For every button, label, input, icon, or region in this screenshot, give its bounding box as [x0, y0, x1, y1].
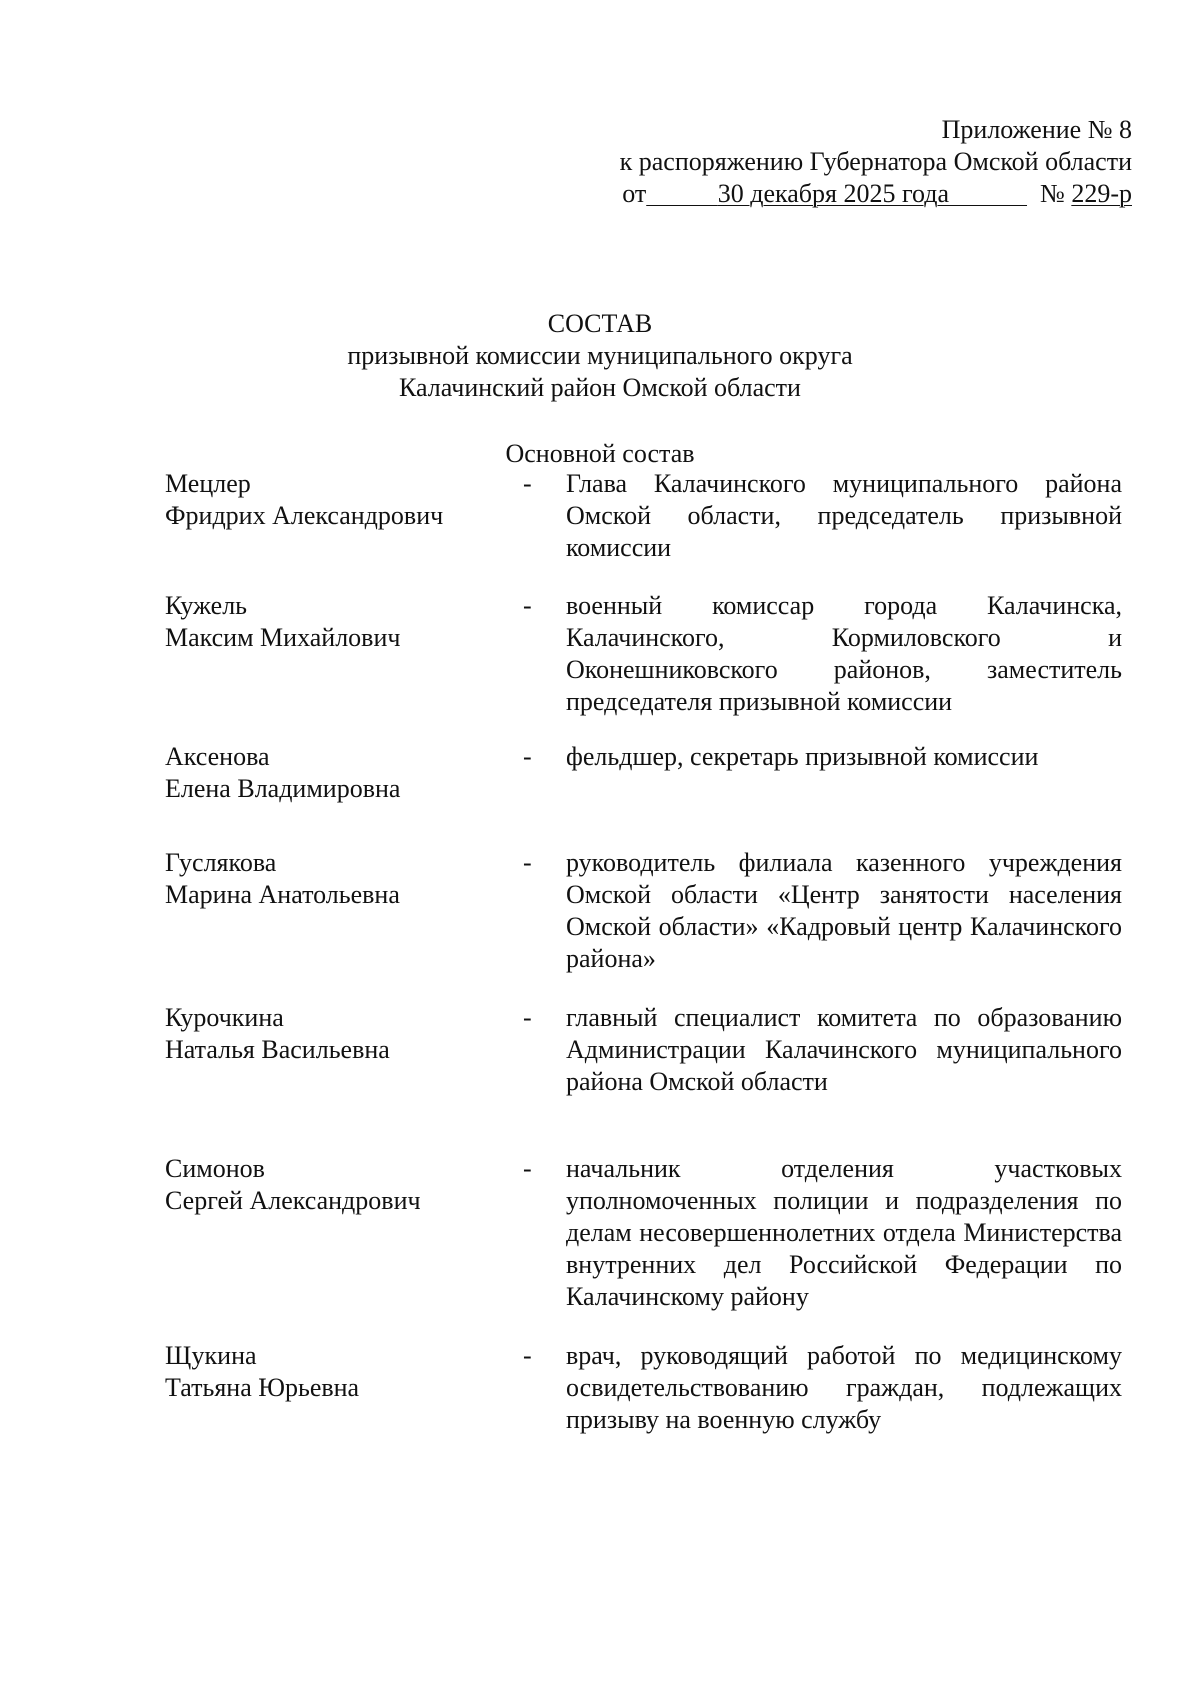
- member-role: руководитель филиала казенного учреждения Омской области «Центр занятости населения Омской области» «Кадровый центр Калачинского района»: [566, 848, 1122, 973]
- title-main: СОСТАВ: [547, 309, 653, 338]
- member-dash: -: [523, 469, 532, 498]
- order-date: 30 декабря 2025 года: [717, 179, 950, 208]
- member-dash: -: [523, 1154, 532, 1183]
- member-given-name: Максим Михайлович: [165, 623, 401, 652]
- member-dash: -: [523, 742, 532, 771]
- document-title: [0, 308, 1200, 404]
- order-reference: к распоряжению Губернатора Омской области: [619, 147, 1132, 176]
- member-given-name: Татьяна Юрьевна: [165, 1373, 360, 1402]
- member-surname: Курочкина: [165, 1003, 284, 1032]
- section-label: Основной состав: [505, 439, 695, 468]
- member-name: [165, 741, 505, 805]
- member-name: [165, 590, 505, 654]
- member-dash: -: [523, 1003, 532, 1032]
- member-name: [165, 468, 505, 532]
- member-surname: Щукина: [165, 1341, 257, 1370]
- member-surname: Мецлер: [165, 469, 251, 498]
- appendix-number: Приложение № 8: [941, 115, 1132, 144]
- member-given-name: Сергей Александрович: [165, 1186, 421, 1215]
- member-surname: Симонов: [165, 1154, 265, 1183]
- member-given-name: Марина Анатольевна: [165, 880, 400, 909]
- member-role: Глава Калачинского муниципального района Омской области, председатель призывной комиссии: [566, 469, 1122, 562]
- member-name: [165, 1002, 505, 1066]
- date-prefix: от: [622, 179, 647, 208]
- member-dash: -: [523, 591, 532, 620]
- appendix-header: [532, 114, 1132, 210]
- member-role: главный специалист комитета по образованию Администрации Калачинского муниципального района Омской области: [566, 1003, 1122, 1096]
- title-line-1: призывной комиссии муниципального округа: [347, 341, 853, 370]
- member-role: фельдшер, секретарь призывной комиссии: [566, 742, 1039, 771]
- member-surname: Кужель: [165, 591, 248, 620]
- member-name: [165, 1340, 505, 1404]
- member-dash: -: [523, 848, 532, 877]
- number-prefix: №: [1040, 179, 1065, 208]
- member-dash: -: [523, 1341, 532, 1370]
- member-surname: Аксенова: [165, 742, 270, 771]
- title-line-2: Калачинский район Омской области: [399, 373, 801, 402]
- member-given-name: Наталья Васильевна: [165, 1035, 390, 1064]
- order-number: 229-р: [1071, 179, 1132, 208]
- member-role: военный комиссар города Калачинска, Калачинского, Кормиловского и Оконешниковского районов, заместитель председателя призывной комиссии: [566, 591, 1122, 716]
- member-given-name: Елена Владимировна: [165, 774, 401, 803]
- member-name: [165, 1153, 505, 1217]
- member-given-name: Фридрих Александрович: [165, 501, 444, 530]
- member-role: начальник отделения участковых уполномоченных полиции и подразделения по делам несовершеннолетних отдела Министерства внутренних дел Российской Федерации по Калачинскому району: [566, 1154, 1122, 1311]
- member-surname: Гуслякова: [165, 848, 277, 877]
- order-date-line: [532, 178, 1132, 210]
- member-name: [165, 847, 505, 911]
- member-role: врач, руководящий работой по медицинскому освидетельствованию граждан, подлежащих призыву на военную службу: [566, 1341, 1122, 1434]
